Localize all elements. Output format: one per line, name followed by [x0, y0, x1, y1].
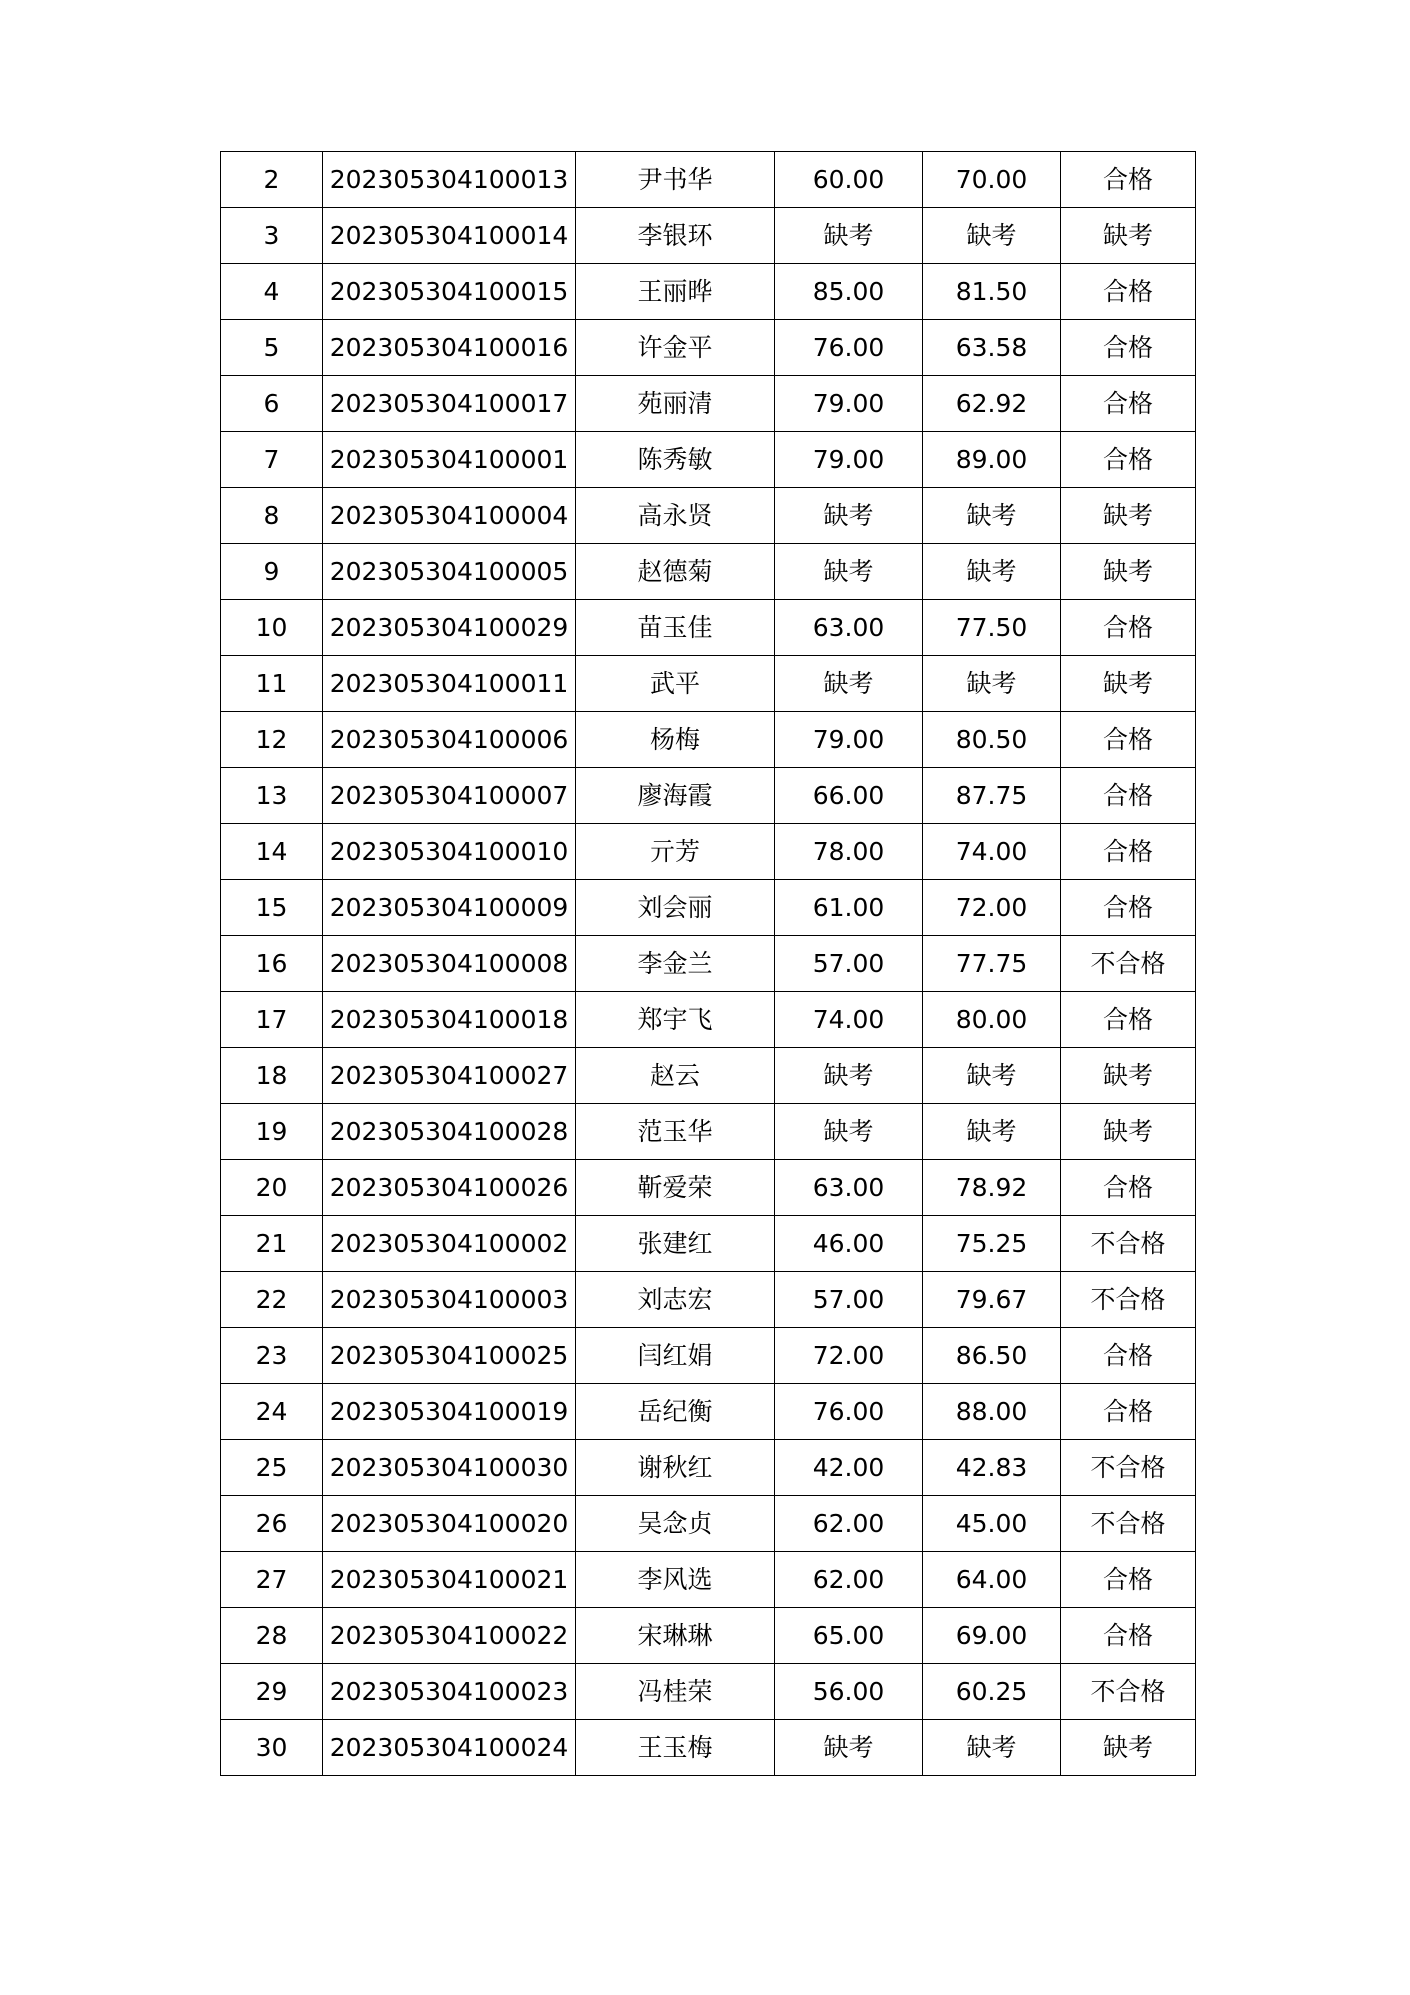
score-2-cell: 缺考 [923, 1720, 1061, 1776]
score-2-cell: 62.92 [923, 376, 1061, 432]
candidate-id-cell: 202305304100027 [323, 1048, 576, 1104]
seq-cell: 9 [221, 544, 323, 600]
candidate-id-cell: 202305304100018 [323, 992, 576, 1048]
name-cell: 王玉梅 [576, 1720, 775, 1776]
table-row [221, 656, 1196, 712]
name-cell: 闫红娟 [576, 1328, 775, 1384]
name-cell: 岳纪衡 [576, 1384, 775, 1440]
candidate-id-cell: 202305304100013 [323, 152, 576, 208]
result-cell: 合格 [1061, 712, 1196, 768]
name-cell: 尹书华 [576, 152, 775, 208]
seq-cell: 25 [221, 1440, 323, 1496]
score-1-cell: 79.00 [775, 376, 923, 432]
seq-cell: 15 [221, 880, 323, 936]
candidate-id-cell: 202305304100023 [323, 1664, 576, 1720]
seq-cell: 21 [221, 1216, 323, 1272]
name-cell: 赵德菊 [576, 544, 775, 600]
score-1-cell: 61.00 [775, 880, 923, 936]
table-row [221, 1496, 1196, 1552]
score-2-cell: 79.67 [923, 1272, 1061, 1328]
candidate-id-cell: 202305304100014 [323, 208, 576, 264]
table-row [221, 1440, 1196, 1496]
score-2-cell: 80.50 [923, 712, 1061, 768]
name-cell: 谢秋红 [576, 1440, 775, 1496]
score-2-cell: 72.00 [923, 880, 1061, 936]
table-row [221, 824, 1196, 880]
score-1-cell: 缺考 [775, 1720, 923, 1776]
seq-cell: 10 [221, 600, 323, 656]
result-cell: 不合格 [1061, 936, 1196, 992]
name-cell: 靳爱荣 [576, 1160, 775, 1216]
candidate-id-cell: 202305304100009 [323, 880, 576, 936]
table-row [221, 936, 1196, 992]
score-2-cell: 缺考 [923, 656, 1061, 712]
result-cell: 合格 [1061, 1552, 1196, 1608]
score-1-cell: 缺考 [775, 488, 923, 544]
score-2-cell: 缺考 [923, 208, 1061, 264]
result-cell: 合格 [1061, 376, 1196, 432]
seq-cell: 28 [221, 1608, 323, 1664]
result-cell: 缺考 [1061, 1104, 1196, 1160]
score-1-cell: 缺考 [775, 544, 923, 600]
candidate-id-cell: 202305304100004 [323, 488, 576, 544]
candidate-id-cell: 202305304100002 [323, 1216, 576, 1272]
score-2-cell: 77.50 [923, 600, 1061, 656]
result-cell: 合格 [1061, 768, 1196, 824]
seq-cell: 12 [221, 712, 323, 768]
table-row [221, 152, 1196, 208]
seq-cell: 19 [221, 1104, 323, 1160]
candidate-id-cell: 202305304100030 [323, 1440, 576, 1496]
result-cell: 合格 [1061, 824, 1196, 880]
table-row [221, 1664, 1196, 1720]
result-cell: 不合格 [1061, 1216, 1196, 1272]
candidate-id-cell: 202305304100015 [323, 264, 576, 320]
score-1-cell: 缺考 [775, 656, 923, 712]
candidate-id-cell: 202305304100016 [323, 320, 576, 376]
candidate-id-cell: 202305304100003 [323, 1272, 576, 1328]
table-row [221, 1608, 1196, 1664]
result-cell: 合格 [1061, 880, 1196, 936]
table-row [221, 600, 1196, 656]
score-2-cell: 缺考 [923, 1048, 1061, 1104]
seq-cell: 30 [221, 1720, 323, 1776]
score-1-cell: 66.00 [775, 768, 923, 824]
score-2-cell: 60.25 [923, 1664, 1061, 1720]
score-1-cell: 63.00 [775, 1160, 923, 1216]
seq-cell: 3 [221, 208, 323, 264]
name-cell: 廖海霞 [576, 768, 775, 824]
name-cell: 吴念贞 [576, 1496, 775, 1552]
seq-cell: 18 [221, 1048, 323, 1104]
candidate-id-cell: 202305304100006 [323, 712, 576, 768]
name-cell: 李银环 [576, 208, 775, 264]
table-row [221, 1272, 1196, 1328]
name-cell: 亓芳 [576, 824, 775, 880]
score-2-cell: 80.00 [923, 992, 1061, 1048]
score-2-cell: 42.83 [923, 1440, 1061, 1496]
name-cell: 张建红 [576, 1216, 775, 1272]
score-2-cell: 缺考 [923, 488, 1061, 544]
candidate-id-cell: 202305304100028 [323, 1104, 576, 1160]
score-1-cell: 缺考 [775, 1104, 923, 1160]
candidate-id-cell: 202305304100007 [323, 768, 576, 824]
result-cell: 合格 [1061, 264, 1196, 320]
score-1-cell: 76.00 [775, 1384, 923, 1440]
seq-cell: 27 [221, 1552, 323, 1608]
score-1-cell: 57.00 [775, 1272, 923, 1328]
name-cell: 高永贤 [576, 488, 775, 544]
candidate-id-cell: 202305304100026 [323, 1160, 576, 1216]
candidate-id-cell: 202305304100017 [323, 376, 576, 432]
seq-cell: 7 [221, 432, 323, 488]
result-cell: 不合格 [1061, 1440, 1196, 1496]
score-1-cell: 85.00 [775, 264, 923, 320]
seq-cell: 20 [221, 1160, 323, 1216]
table-row [221, 320, 1196, 376]
candidate-id-cell: 202305304100029 [323, 600, 576, 656]
score-2-cell: 70.00 [923, 152, 1061, 208]
name-cell: 宋琳琳 [576, 1608, 775, 1664]
name-cell: 李风选 [576, 1552, 775, 1608]
result-cell: 合格 [1061, 152, 1196, 208]
name-cell: 刘志宏 [576, 1272, 775, 1328]
score-1-cell: 76.00 [775, 320, 923, 376]
table-row [221, 208, 1196, 264]
result-cell: 合格 [1061, 432, 1196, 488]
seq-cell: 11 [221, 656, 323, 712]
result-cell: 缺考 [1061, 544, 1196, 600]
score-1-cell: 62.00 [775, 1552, 923, 1608]
seq-cell: 5 [221, 320, 323, 376]
candidate-id-cell: 202305304100008 [323, 936, 576, 992]
table-row [221, 1720, 1196, 1776]
result-cell: 不合格 [1061, 1272, 1196, 1328]
score-2-cell: 缺考 [923, 544, 1061, 600]
seq-cell: 23 [221, 1328, 323, 1384]
score-1-cell: 缺考 [775, 208, 923, 264]
name-cell: 冯桂荣 [576, 1664, 775, 1720]
candidate-id-cell: 202305304100001 [323, 432, 576, 488]
score-1-cell: 56.00 [775, 1664, 923, 1720]
score-1-cell: 72.00 [775, 1328, 923, 1384]
score-2-cell: 74.00 [923, 824, 1061, 880]
table-row [221, 264, 1196, 320]
score-2-cell: 86.50 [923, 1328, 1061, 1384]
table-row [221, 1160, 1196, 1216]
name-cell: 王丽晔 [576, 264, 775, 320]
result-cell: 合格 [1061, 320, 1196, 376]
seq-cell: 8 [221, 488, 323, 544]
table-row [221, 880, 1196, 936]
score-2-cell: 81.50 [923, 264, 1061, 320]
seq-cell: 6 [221, 376, 323, 432]
score-2-cell: 89.00 [923, 432, 1061, 488]
candidate-id-cell: 202305304100019 [323, 1384, 576, 1440]
score-1-cell: 42.00 [775, 1440, 923, 1496]
seq-cell: 4 [221, 264, 323, 320]
name-cell: 陈秀敏 [576, 432, 775, 488]
name-cell: 郑宇飞 [576, 992, 775, 1048]
score-2-cell: 77.75 [923, 936, 1061, 992]
score-1-cell: 缺考 [775, 1048, 923, 1104]
seq-cell: 26 [221, 1496, 323, 1552]
table-row [221, 488, 1196, 544]
result-cell: 缺考 [1061, 488, 1196, 544]
score-1-cell: 79.00 [775, 432, 923, 488]
seq-cell: 22 [221, 1272, 323, 1328]
score-2-cell: 69.00 [923, 1608, 1061, 1664]
candidate-id-cell: 202305304100021 [323, 1552, 576, 1608]
table-row [221, 1552, 1196, 1608]
table-row [221, 376, 1196, 432]
name-cell: 李金兰 [576, 936, 775, 992]
result-cell: 缺考 [1061, 656, 1196, 712]
score-1-cell: 60.00 [775, 152, 923, 208]
table-row [221, 1216, 1196, 1272]
score-1-cell: 63.00 [775, 600, 923, 656]
candidate-id-cell: 202305304100024 [323, 1720, 576, 1776]
score-1-cell: 78.00 [775, 824, 923, 880]
candidate-id-cell: 202305304100022 [323, 1608, 576, 1664]
seq-cell: 17 [221, 992, 323, 1048]
table-row [221, 1048, 1196, 1104]
score-2-cell: 87.75 [923, 768, 1061, 824]
result-cell: 缺考 [1061, 1048, 1196, 1104]
result-cell: 合格 [1061, 1608, 1196, 1664]
score-2-cell: 78.92 [923, 1160, 1061, 1216]
score-2-cell: 缺考 [923, 1104, 1061, 1160]
result-cell: 缺考 [1061, 1720, 1196, 1776]
score-2-cell: 64.00 [923, 1552, 1061, 1608]
table-row [221, 1104, 1196, 1160]
table-row [221, 1328, 1196, 1384]
result-cell: 合格 [1061, 1328, 1196, 1384]
result-cell: 不合格 [1061, 1664, 1196, 1720]
candidate-id-cell: 202305304100010 [323, 824, 576, 880]
name-cell: 武平 [576, 656, 775, 712]
seq-cell: 16 [221, 936, 323, 992]
name-cell: 许金平 [576, 320, 775, 376]
name-cell: 范玉华 [576, 1104, 775, 1160]
seq-cell: 29 [221, 1664, 323, 1720]
table-row [221, 992, 1196, 1048]
result-cell: 合格 [1061, 1384, 1196, 1440]
name-cell: 杨梅 [576, 712, 775, 768]
seq-cell: 24 [221, 1384, 323, 1440]
seq-cell: 13 [221, 768, 323, 824]
result-cell: 缺考 [1061, 208, 1196, 264]
score-1-cell: 46.00 [775, 1216, 923, 1272]
candidate-id-cell: 202305304100020 [323, 1496, 576, 1552]
result-cell: 合格 [1061, 600, 1196, 656]
score-2-cell: 88.00 [923, 1384, 1061, 1440]
score-1-cell: 79.00 [775, 712, 923, 768]
candidate-id-cell: 202305304100025 [323, 1328, 576, 1384]
name-cell: 赵云 [576, 1048, 775, 1104]
name-cell: 苗玉佳 [576, 600, 775, 656]
table-row [221, 1384, 1196, 1440]
seq-cell: 2 [221, 152, 323, 208]
score-1-cell: 57.00 [775, 936, 923, 992]
candidate-id-cell: 202305304100005 [323, 544, 576, 600]
candidate-id-cell: 202305304100011 [323, 656, 576, 712]
score-2-cell: 63.58 [923, 320, 1061, 376]
table-row [221, 544, 1196, 600]
result-cell: 不合格 [1061, 1496, 1196, 1552]
score-2-cell: 75.25 [923, 1216, 1061, 1272]
table-row [221, 712, 1196, 768]
table-row [221, 768, 1196, 824]
table-row [221, 432, 1196, 488]
result-cell: 合格 [1061, 992, 1196, 1048]
result-cell: 合格 [1061, 1160, 1196, 1216]
name-cell: 苑丽清 [576, 376, 775, 432]
score-2-cell: 45.00 [923, 1496, 1061, 1552]
score-1-cell: 62.00 [775, 1496, 923, 1552]
score-table [220, 151, 1196, 1776]
name-cell: 刘会丽 [576, 880, 775, 936]
score-table-body [221, 152, 1196, 1776]
score-1-cell: 74.00 [775, 992, 923, 1048]
seq-cell: 14 [221, 824, 323, 880]
score-1-cell: 65.00 [775, 1608, 923, 1664]
